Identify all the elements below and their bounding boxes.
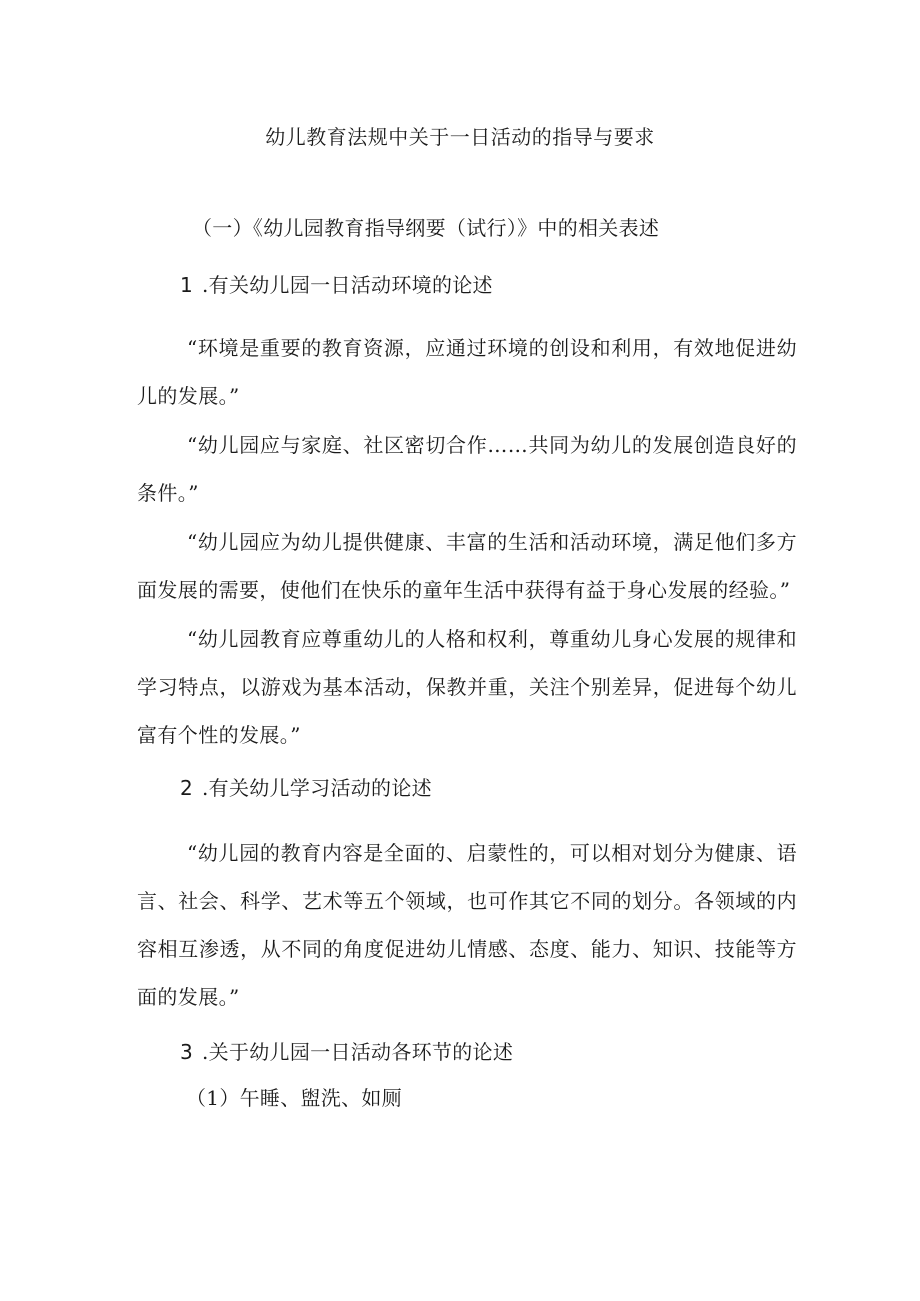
subsection-title: .有关幼儿学习活动的论述 — [202, 776, 432, 800]
subsection-number: 1 — [180, 273, 194, 297]
list-item-heading: （1）午睡、盥洗、如厕 — [186, 1086, 403, 1110]
section-heading: （一）《幼儿园教育指导纲要（试行）》中的相关表述 — [192, 216, 660, 240]
subsection-heading-1 — [180, 270, 493, 300]
subsection-title: .关于幼儿园一日活动各环节的论述 — [202, 1040, 514, 1064]
subsection-number: 2 — [180, 776, 194, 800]
paragraph: “环境是重要的教育资源，应通过环境的创设和利用，有效地促进幼儿的发展。” — [137, 336, 797, 408]
subsection-number: 3 — [180, 1040, 194, 1064]
paragraph: “幼儿园教育应尊重幼儿的人格和权利，尊重幼儿身心发展的规律和学习特点，以游戏为基本活动，保教并重，关注个别差异，促进每个幼儿富有个性的发展。” — [137, 627, 797, 747]
paragraph: “幼儿园应为幼儿提供健康、丰富的生活和活动环境，满足他们多方面发展的需要，使他们在快乐的童年生活中获得有益于身心发展的经验。” — [137, 530, 797, 602]
subsection-title: .有关幼儿园一日活动环境的论述 — [202, 273, 493, 297]
paragraph: “幼儿园应与家庭、社区密切合作……共同为幼儿的发展创造良好的条件。” — [137, 433, 797, 505]
subsection-heading-3 — [180, 1037, 513, 1067]
subsection-heading-2 — [180, 773, 432, 803]
document-title: 幼儿教育法规中关于一日活动的指导与要求 — [265, 125, 655, 149]
paragraph: “幼儿园的教育内容是全面的、启蒙性的，可以相对划分为健康、语言、社会、科学、艺术等五个领域，也可作其它不同的划分。各领域的内容相互渗透，从不同的角度促进幼儿情感、态度、能力、知识、技能等方面的发展。” — [137, 841, 797, 1009]
